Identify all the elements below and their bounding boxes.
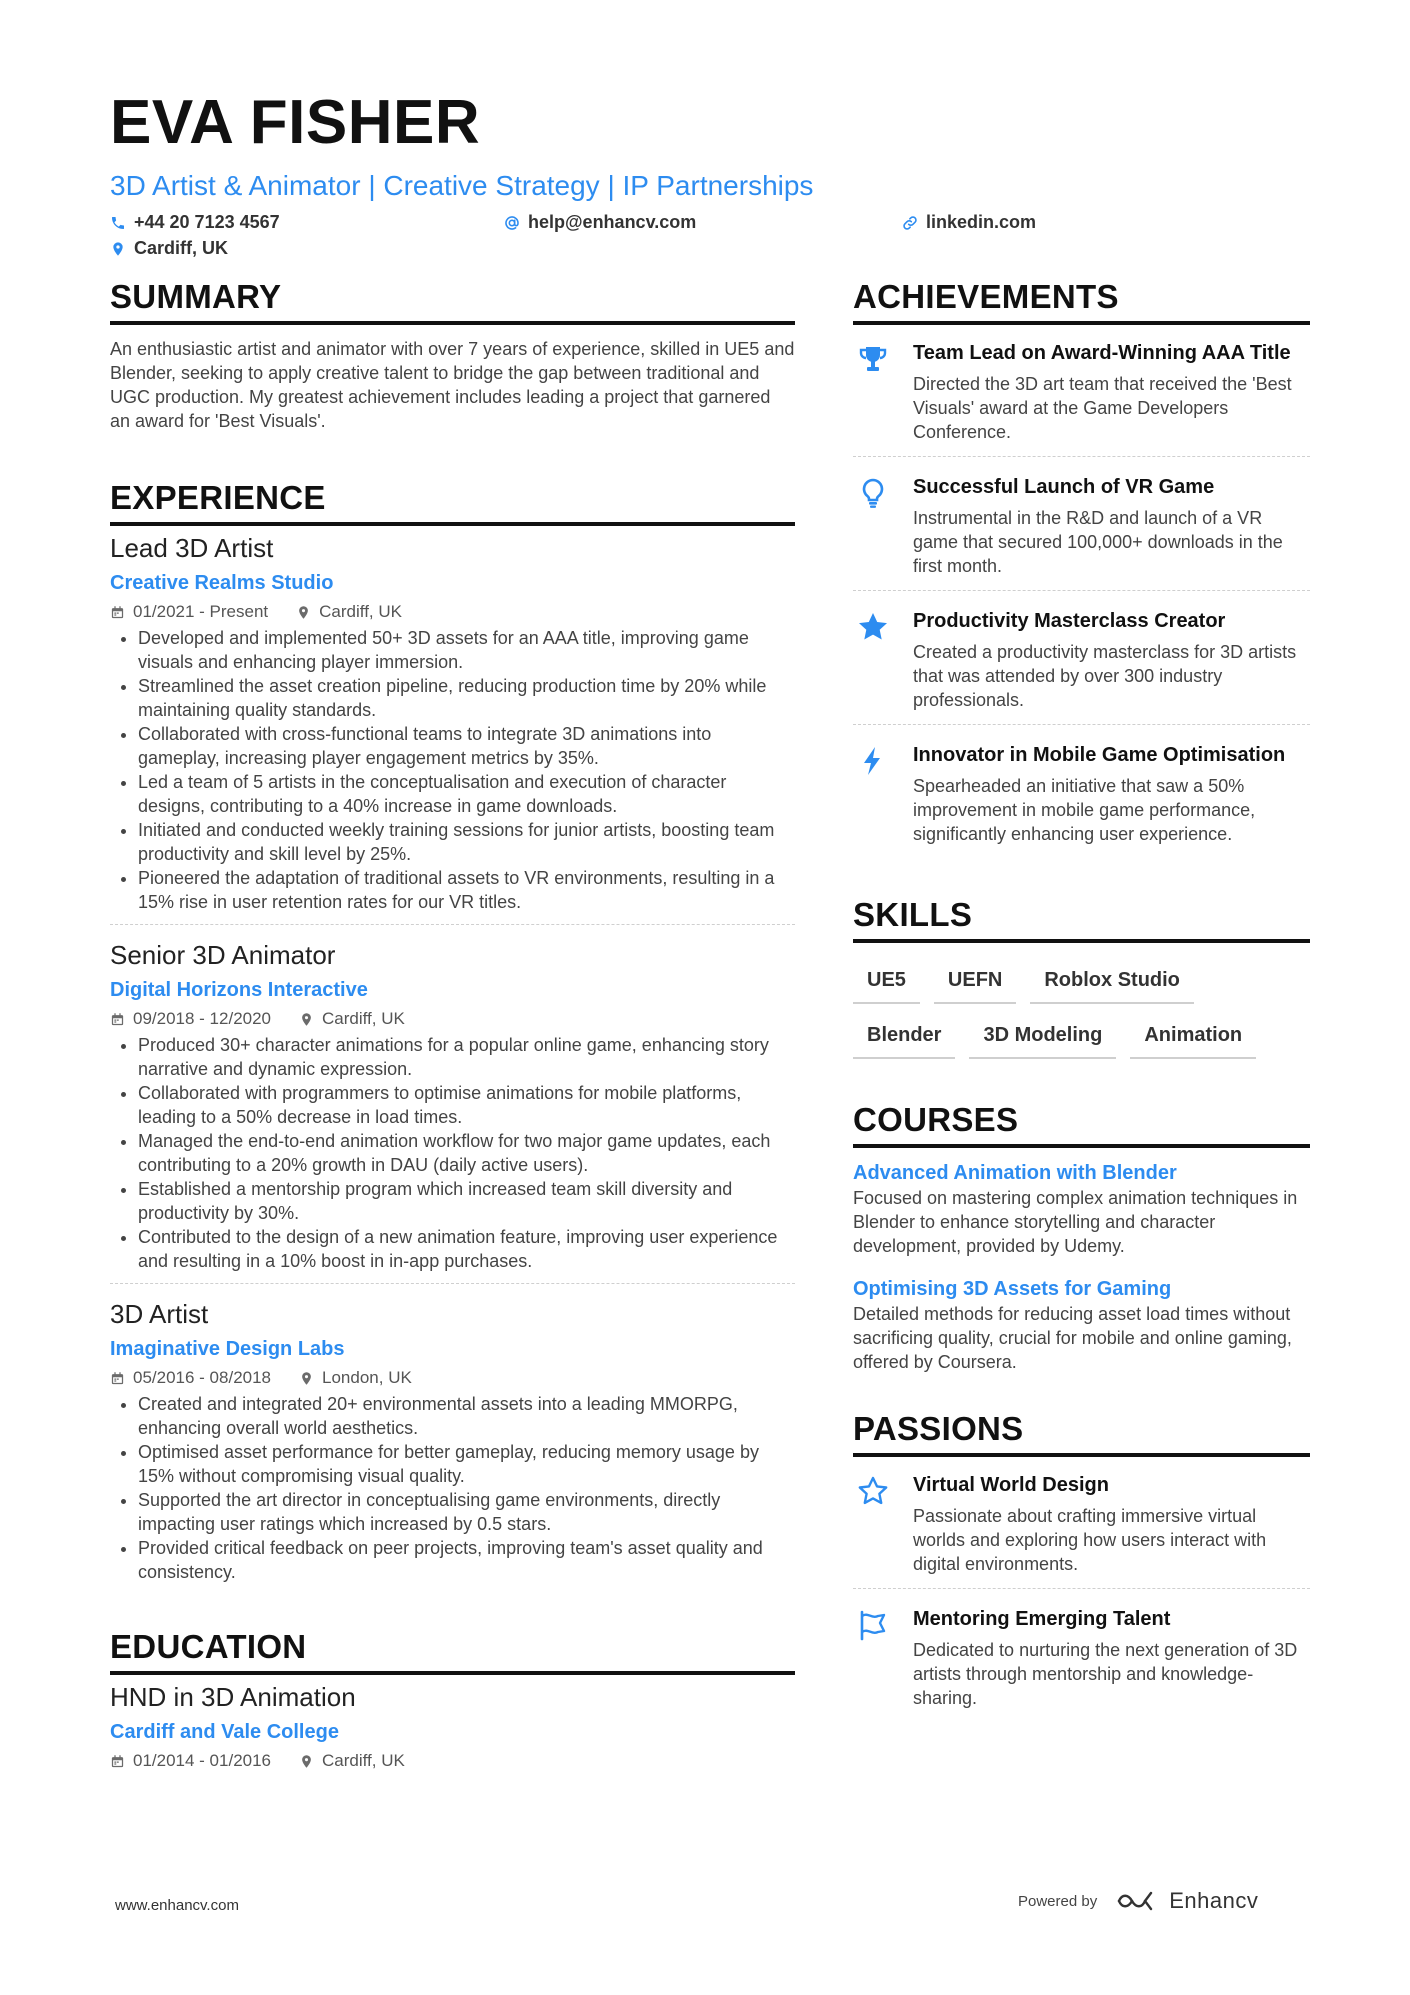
course-title: Optimising 3D Assets for Gaming <box>853 1278 1172 1300</box>
job-bullets <box>110 1392 795 1584</box>
job-location-text: Cardiff, UK <box>319 602 402 621</box>
lightning-icon <box>857 745 889 777</box>
education-dates <box>110 1751 271 1771</box>
job-dates-text: 09/2018 - 12/2020 <box>133 1009 272 1028</box>
calendar-icon <box>110 1754 125 1769</box>
achievement-item <box>853 739 1310 858</box>
skill-tag: 3D Modeling <box>969 1016 1116 1059</box>
star-icon <box>857 611 889 643</box>
bullet-item: • Developed and implemented 50+ 3D assets for an AAA title, improving game visuals and enhancing player immersion. <box>138 626 795 674</box>
education-degree: HND in 3D Animation <box>110 1682 356 1712</box>
candidate-title: 3D Artist & Animator | Creative Strategy | IP Partnerships <box>110 170 814 201</box>
location-pin-icon <box>299 1754 314 1769</box>
courses-heading: COURSES <box>853 1103 1310 1148</box>
summary-text: An enthusiastic artist and animator with over 7 years of experience, skilled in UE5 and Blender, seeking to apply creative talent to bridge the gap between traditional and UGC production. My greatest achievement includes leading a project that garnered an award for 'Best Visuals'. <box>110 339 795 431</box>
calendar-icon <box>110 1371 125 1386</box>
job-entry <box>110 1298 795 1594</box>
achievements-heading: ACHIEVEMENTS <box>853 280 1310 325</box>
achievement-desc: Created a productivity masterclass for 3D artists that was attended by over 300 industry professionals. <box>913 642 1297 710</box>
job-bullets <box>110 1033 795 1273</box>
education-location <box>299 1751 405 1771</box>
skills-section <box>853 898 1310 1059</box>
contact-location <box>110 238 228 259</box>
bullet-item: • Produced 30+ character animations for a popular online game, enhancing story narrative and dynamic expression. <box>138 1033 795 1081</box>
bullet-item: • Initiated and conducted weekly training sessions for junior artists, boosting team productivity and skill level by 25%. <box>138 818 795 866</box>
courses-section <box>853 1103 1310 1374</box>
right-column <box>853 280 1310 1770</box>
experience-section <box>110 481 795 1594</box>
bullet-item: • Established a mentorship program which increased team skill diversity and productivity by 30%. <box>138 1177 795 1225</box>
job-bullets <box>110 626 795 914</box>
calendar-icon <box>110 1012 125 1027</box>
achievements-section <box>853 280 1310 858</box>
job-meta <box>110 602 795 622</box>
job-location <box>296 602 402 622</box>
bullet-item: • Optimised asset performance for better gameplay, reducing memory usage by 15% without compromising visual quality. <box>138 1440 795 1488</box>
contact-email[interactable] <box>504 212 696 233</box>
summary-section <box>110 280 795 433</box>
education-section <box>110 1630 795 1771</box>
candidate-name: EVA FISHER <box>110 88 481 157</box>
education-dates-text: 01/2014 - 01/2016 <box>133 1751 272 1770</box>
achievement-title: Innovator in Mobile Game Optimisation <box>913 744 1286 766</box>
phone-icon <box>110 215 126 231</box>
footer-branding <box>1018 1888 1258 1914</box>
job-location-text: London, UK <box>322 1368 412 1387</box>
job-meta <box>110 1368 795 1388</box>
job-dates-text: 05/2016 - 08/2018 <box>133 1368 272 1387</box>
bullet-item: • Pioneered the adaptation of traditional assets to VR environments, resulting in a 15% rise in user retention rates for our VR titles. <box>138 866 795 914</box>
passions-section <box>853 1412 1310 1722</box>
summary-heading: SUMMARY <box>110 280 795 325</box>
brand-logo[interactable] <box>1115 1888 1258 1914</box>
job-company: Creative Realms Studio <box>110 572 334 594</box>
achievement-title: Successful Launch of VR Game <box>913 476 1215 498</box>
star-outline-icon <box>857 1475 889 1507</box>
course-title: Advanced Animation with Blender <box>853 1162 1177 1184</box>
enhancv-logo-icon <box>1115 1889 1161 1913</box>
skill-tag: Animation <box>1130 1016 1256 1059</box>
location-text: Cardiff, UK <box>134 238 228 258</box>
brand-name: Enhancv <box>1169 1888 1259 1913</box>
job-dates-text: 01/2021 - Present <box>133 602 269 621</box>
passion-title: Mentoring Emerging Talent <box>913 1608 1171 1630</box>
contact-phone <box>110 212 280 233</box>
passion-title: Virtual World Design <box>913 1474 1109 1496</box>
job-role: Lead 3D Artist <box>110 533 274 563</box>
achievement-desc: Instrumental in the R&D and launch of a VR game that secured 100,000+ downloads in the first month. <box>913 508 1283 576</box>
education-meta <box>110 1751 795 1771</box>
job-location-text: Cardiff, UK <box>322 1009 405 1028</box>
location-pin-icon <box>296 605 311 620</box>
education-location-text: Cardiff, UK <box>322 1751 405 1770</box>
education-heading: EDUCATION <box>110 1630 795 1675</box>
contact-linkedin[interactable] <box>902 212 1036 233</box>
lightbulb-icon <box>857 477 889 509</box>
job-dates <box>110 1009 271 1029</box>
location-pin-icon <box>110 241 126 257</box>
passion-desc: Dedicated to nurturing the next generation of 3D artists through mentorship and knowledge-sharing. <box>913 1640 1298 1708</box>
bullet-item: • Provided critical feedback on peer projects, improving team's asset quality and consistency. <box>138 1536 795 1584</box>
job-location <box>299 1009 405 1029</box>
passion-item <box>853 1603 1310 1722</box>
bullet-item: • Supported the art director in conceptualising game environments, directly impacting user ratings which increased by 0.5 stars. <box>138 1488 795 1536</box>
job-meta <box>110 1009 795 1029</box>
resume-header <box>110 88 1310 268</box>
left-column <box>110 280 795 1819</box>
achievement-desc: Spearheaded an initiative that saw a 50% improvement in mobile game performance, significantly enhancing user experience. <box>913 776 1256 844</box>
job-role: 3D Artist <box>110 1299 209 1329</box>
skills-heading: SKILLS <box>853 898 1310 943</box>
contact-info <box>110 212 1310 268</box>
achievement-item <box>853 337 1310 457</box>
bullet-item: • Led a team of 5 artists in the conceptualisation and execution of character designs, contributing to a 40% increase in game downloads. <box>138 770 795 818</box>
phone-text: +44 20 7123 4567 <box>134 212 280 232</box>
experience-heading: EXPERIENCE <box>110 481 795 526</box>
location-pin-icon <box>299 1371 314 1386</box>
flag-icon <box>857 1609 889 1641</box>
link-icon <box>902 215 918 231</box>
email-text: help@enhancv.com <box>528 212 697 232</box>
skill-tag: UEFN <box>934 961 1016 1004</box>
achievement-item <box>853 605 1310 725</box>
education-school: Cardiff and Vale College <box>110 1721 339 1743</box>
passion-item <box>853 1469 1310 1589</box>
bullet-item: • Contributed to the design of a new animation feature, improving user experience and resulting in a 10% boost in in-app purchases. <box>138 1225 795 1273</box>
passions-heading: PASSIONS <box>853 1412 1310 1457</box>
footer-website[interactable]: www.enhancv.com <box>115 1897 239 1914</box>
location-pin-icon <box>299 1012 314 1027</box>
trophy-icon <box>857 343 889 375</box>
skill-tag: Roblox Studio <box>1030 961 1194 1004</box>
linkedin-text: linkedin.com <box>926 212 1037 232</box>
job-dates <box>110 602 268 622</box>
course-desc: Detailed methods for reducing asset load times without sacrificing quality, crucial for mobile and online gaming, offered by Coursera. <box>853 1304 1292 1372</box>
achievement-title: Team Lead on Award-Winning AAA Title <box>913 342 1291 364</box>
achievement-title: Productivity Masterclass Creator <box>913 610 1226 632</box>
bullet-item: • Created and integrated 20+ environmental assets into a leading MMORPG, enhancing overall world aesthetics. <box>138 1392 795 1440</box>
bullet-item: • Streamlined the asset creation pipeline, reducing production time by 20% while maintaining quality standards. <box>138 674 795 722</box>
achievement-desc: Directed the 3D art team that received the 'Best Visuals' award at the Game Developers Conference. <box>913 374 1292 442</box>
achievement-item <box>853 471 1310 591</box>
job-role: Senior 3D Animator <box>110 940 336 970</box>
job-company: Digital Horizons Interactive <box>110 979 368 1001</box>
course-desc: Focused on mastering complex animation techniques in Blender to enhance storytelling and character development, provided by Udemy. <box>853 1188 1298 1256</box>
bullet-item: • Managed the end-to-end animation workflow for two major game updates, each contributing to a 20% growth in DAU (daily active users). <box>138 1129 795 1177</box>
passion-desc: Passionate about crafting immersive virtual worlds and exploring how users interact with digital environments. <box>913 1506 1267 1574</box>
job-location <box>299 1368 412 1388</box>
bullet-item: • Collaborated with cross-functional teams to integrate 3D animations into gameplay, increasing player engagement metrics by 35%. <box>138 722 795 770</box>
skill-tag: UE5 <box>853 961 920 1004</box>
bullet-item: • Collaborated with programmers to optimise animations for mobile platforms, leading to a 50% decrease in load times. <box>138 1081 795 1129</box>
job-entry <box>110 532 795 925</box>
skills-list <box>853 955 1310 1059</box>
calendar-icon <box>110 605 125 620</box>
job-entry <box>110 939 795 1284</box>
skill-tag: Blender <box>853 1016 955 1059</box>
job-company: Imaginative Design Labs <box>110 1338 345 1360</box>
job-dates <box>110 1368 271 1388</box>
at-icon <box>504 215 520 231</box>
powered-by-label: Powered by <box>1018 1892 1098 1910</box>
